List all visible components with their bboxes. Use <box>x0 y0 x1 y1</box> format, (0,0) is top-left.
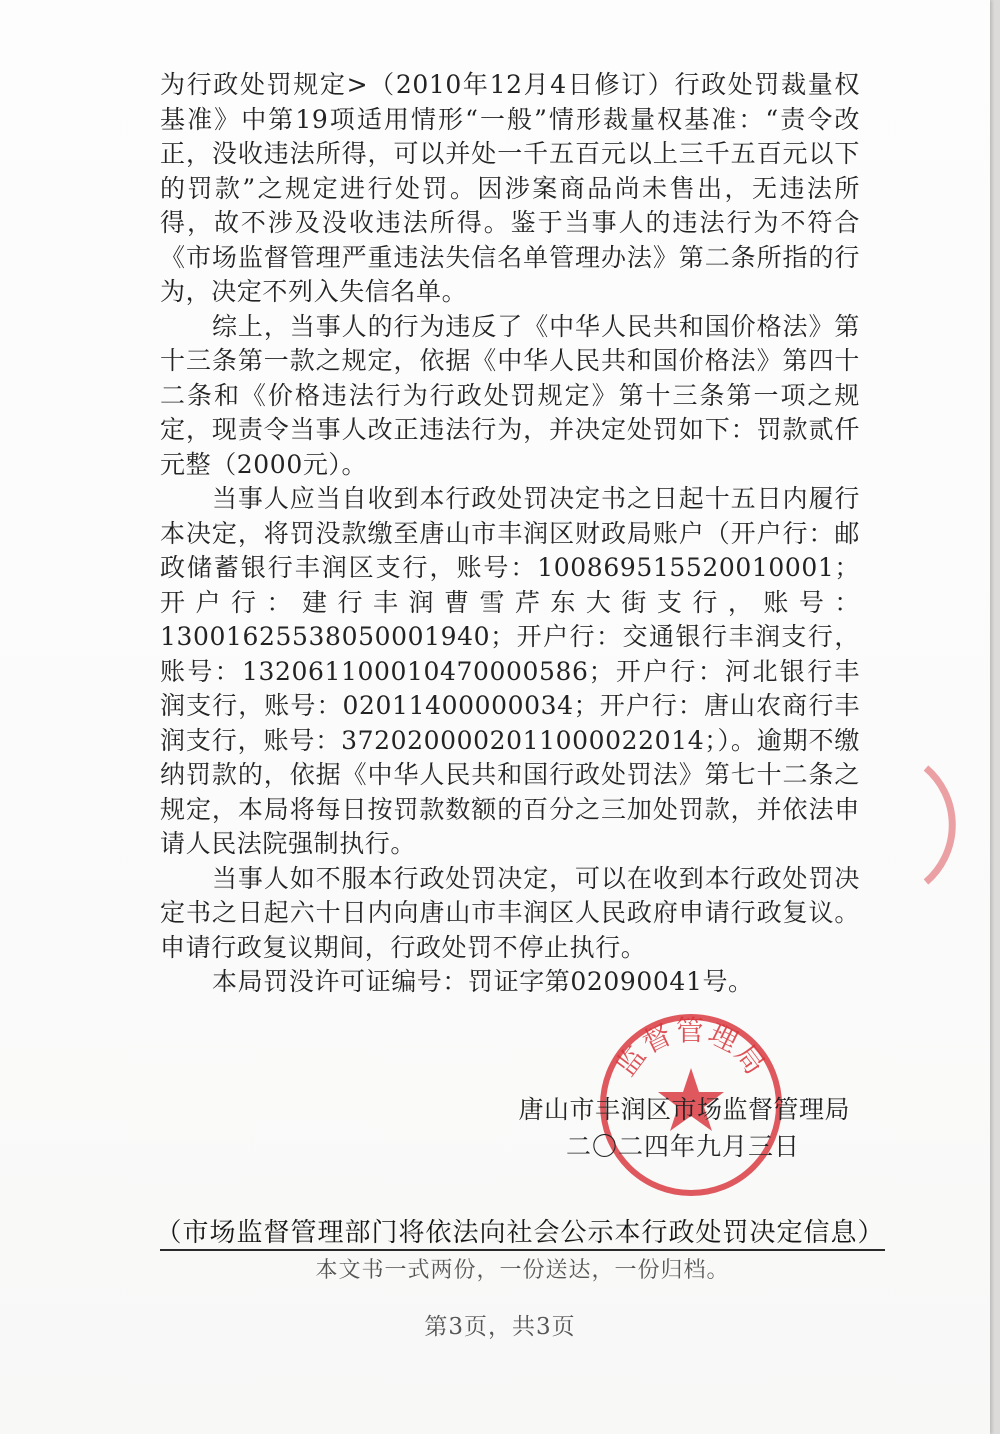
paragraph-penalty-basis: 为行政处罚规定>（2010年12月4日修订）行政处罚裁量权基准》中第19项适用情形“一般”情形裁量权基准：“责令改正，没收违法所得，可以并处一千五百元以上三千五百元以下的罚款”之规定进行处罚。因涉案商品尚未售出，无违法所得，故不涉及没收违法所得。鉴于当事人的违法行为不符合《市场监督管理严重违法失信名单管理办法》第二条所指的行为，决定不列入失信名单。 <box>160 70 860 306</box>
footer-divider <box>160 1249 885 1251</box>
paragraph-appeal: 当事人如不服本行政处罚决定，可以在收到本行政处罚决定书之日起六十日内向唐山市丰润区人民政府申请行政复议。申请行政复议期间，行政处罚不停止执行。 <box>160 863 860 962</box>
paragraph-license: 本局罚没许可证编号：罚证字第02090041号。 <box>212 967 754 996</box>
paragraph-conclusion: 综上，当事人的行为违反了《中华人民共和国价格法》第十三条第一款之规定，依据《中华人民共和国价格法》第四十二条和《价格违法行为行政处罚规定》第十三条第一项之规定，现责令当事人改正违法行为，并决定处罚如下：罚款贰仟元整（2000元）。 <box>160 311 860 479</box>
issue-date: 二〇二四年九月三日 <box>565 1132 800 1161</box>
issuing-agency: 唐山市丰润区市场监督管理局 <box>518 1095 850 1124</box>
page-number: 第3页，共3页 <box>424 1314 576 1340</box>
copies-note: 本文书一式两份，一份送达，一份归档。 <box>315 1258 730 1283</box>
document-body <box>160 68 860 1000</box>
paragraph-payment: 当事人应当自收到本行政处罚决定书之日起十五日内履行本决定，将罚没款缴至唐山市丰润区财政局账户（开户行：邮政储蓄银行丰润区支行，账号：100869515520010001；开户行：建行丰润曹雪芹东大街支行，账号：13001625538050001940；开户行：交通银行丰润支行，账号：132061100010470000586；开户行：河北银行丰润支行，账号：02011400000034；开户行：唐山农商行丰润支行，账号：37202000020110000220​14；）。逾期不缴纳罚款的，依据《中华人民共和国行政处罚法》第七十二条之规定，本局将每日按罚款数额的百分之三加处罚款，并依法申请人民法院强制执行。 <box>160 484 860 858</box>
seal-edge-fragment <box>916 760 1000 890</box>
seal-text: 监督管理局 <box>609 1014 773 1083</box>
public-notice: （市场监督管理部门将依法向社会公示本行政处罚决定信息） <box>155 1218 885 1248</box>
